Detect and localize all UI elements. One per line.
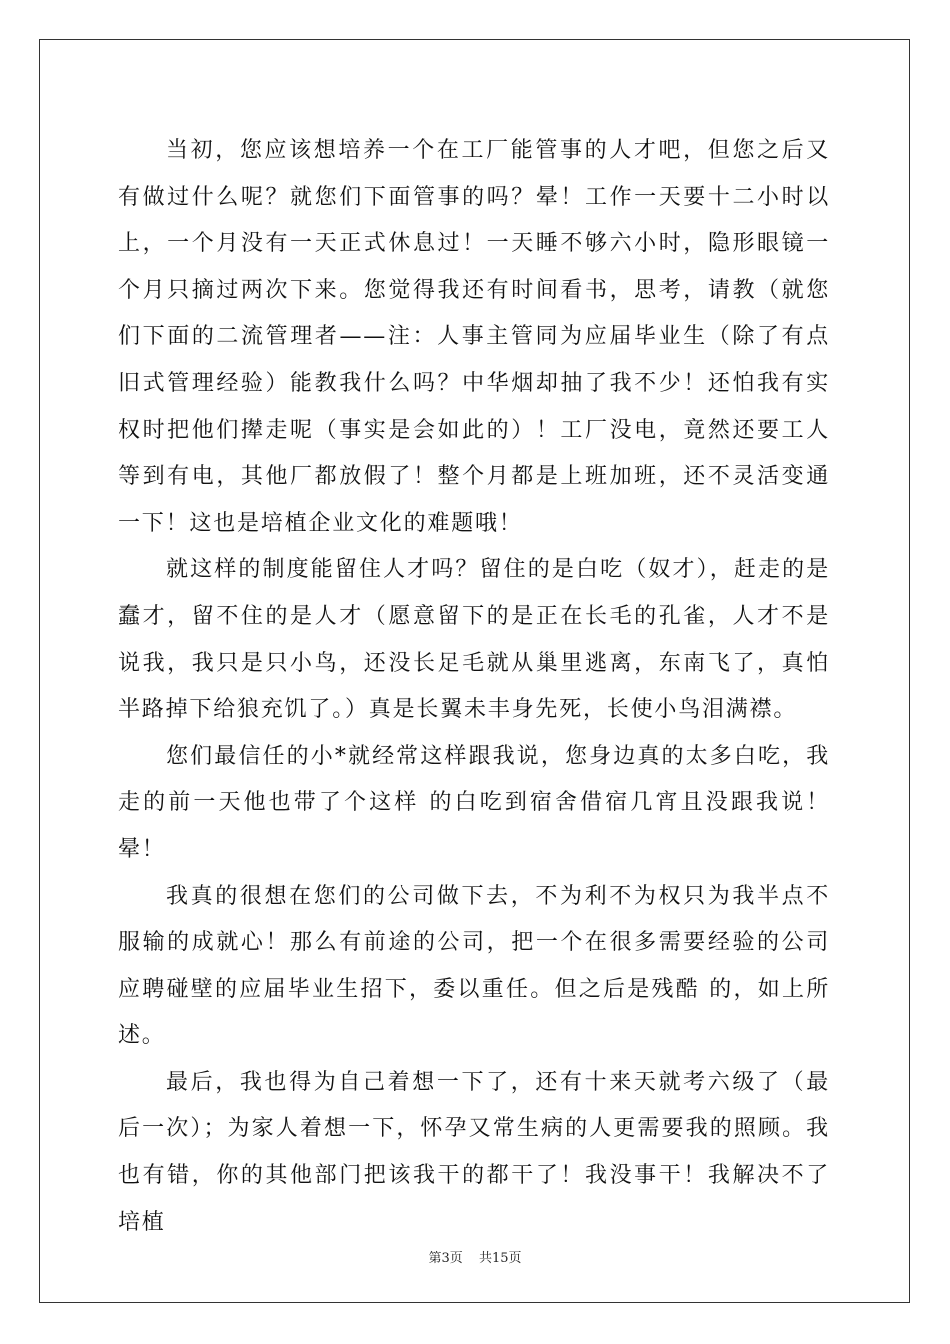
- page-footer: [0, 1247, 950, 1266]
- paragraph-1: 当初，您应该想培养一个在工厂能管事的人才吧，但您之后又有做过什么呢？就您们下面管事的吗？晕！工作一天要十二小时以上，一个月没有一天正式休息过！一天睡不够六小时，隐形眼镜一个月只摘过两次下来。您觉得我还有时间看书，思考，请教（就您们下面的二流管理者——注：人事主管同为应届毕业生（除了有点旧式管理经验）能教我什么吗？中华烟却抽了我不少！还怕我有实权时把他们撵走呢（事实是会如此的）！工厂没电，竟然还要工人等到有电，其他厂都放假了！整个月都是上班加班，还不灵活变通一下！这也是培植企业文化的难题哦！: [118, 138, 830, 536]
- current-page-number: 第3页: [428, 1251, 463, 1266]
- paragraph-3: 您们最信任的小*就经常这样跟我说，您身边真的太多白吃，我走的前一天他也带了个这样 的白吃到宿舍借宿几宵且没跟我说！晕！: [118, 743, 830, 862]
- paragraph-2: 就这样的制度能留住人才吗？留住的是白吃（奴才），赶走的是蠢才，留不住的是人才（愿意留下的是正在长毛的孔雀，人才不是说我，我只是只小鸟，还没长足毛就从巢里逃离，东南飞了，真怕半路掉下给狼充饥了。）真是长翼未丰身先死，长使小鸟泪满襟。: [118, 557, 830, 723]
- total-page-count: 共15页: [478, 1251, 522, 1266]
- document-body: [118, 128, 830, 1246]
- paragraph-5: 最后，我也得为自己着想一下了，还有十来天就考六级了（最后一次）；为家人着想一下，怀孕又常生病的人更需要我的照顾。我也有错，你的其他部门把该我干的都干了！我没事干！我解决不了培植: [118, 1069, 830, 1235]
- paragraph-4: 我真的很想在您们的公司做下去，不为利不为权只为我半点不服输的成就心！那么有前途的公司，把一个在很多需要经验的公司应聘碰壁的应届毕业生招下，委以重任。但之后是残酷 的，如上所述。: [118, 883, 830, 1049]
